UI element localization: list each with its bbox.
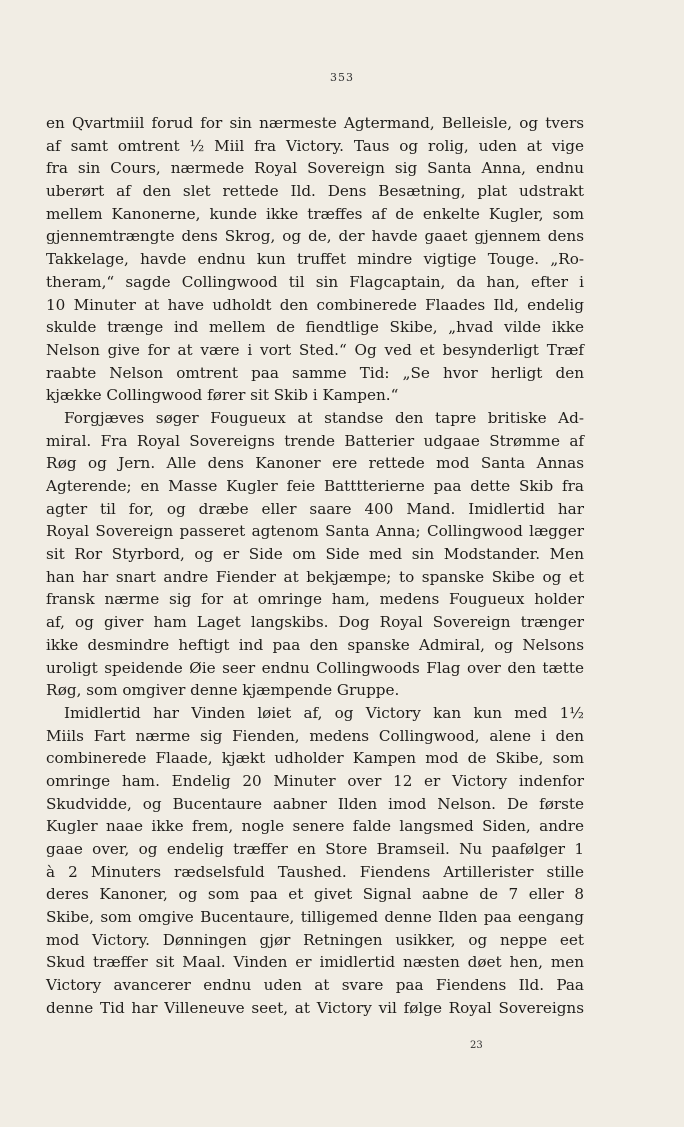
text-line: Victory avancerer endnu uden at svare paa Fiendens Ild. Paa <box>46 976 584 995</box>
text-line: 10 Minuter at have udholdt den combinerede Flaades Ild, endelig <box>46 295 584 314</box>
text-line: han har snart andre Fiender at bekjæmpe; to spanske Skibe og et <box>46 567 584 586</box>
text-line: combinerede Flaade, kjækt udholder Kampen mod de Skibe, som <box>46 749 584 768</box>
text-line: omringe ham. Endelig 20 Minuter over 12 er Victory indenfor <box>46 771 584 790</box>
paragraph <box>46 112 584 407</box>
text-line: deres Kanoner, og som paa et givet Signal aabne de 7 eller 8 <box>46 885 584 904</box>
text-line: gaae over, og endelig træffer en Store Bramseil. Nu paafølger 1 <box>46 840 584 858</box>
text-line: Kugler naae ikke frem, nogle senere falde langsmed Siden, andre <box>46 817 584 836</box>
text-line: fra sin Cours, nærmede Royal Sovereign sig Santa Anna, endnu <box>46 159 584 178</box>
signature-mark: 23 <box>470 1040 483 1051</box>
text-line: ikke desmindre heftigt ind paa den spanske Admiral, og Nelsons <box>46 635 584 654</box>
page-number: 353 <box>330 71 354 84</box>
text-line: mellem Kanonerne, kunde ikke træffes af de enkelte Kugler, som <box>46 204 584 223</box>
text-line: Nelson give for at være i vort Sted.“ Og ved et besynderligt Træf <box>46 340 584 359</box>
text-line: à 2 Minuters rædselsfuld Taushed. Fiendens Artillerister stille <box>46 862 584 881</box>
text-line: Skud træffer sit Maal. Vinden er imidlertid næsten døet hen, men <box>46 953 584 972</box>
text-line: Røg, som omgiver denne kjæmpende Gruppe. <box>46 681 400 700</box>
text-line: fransk nærme sig for at omringe ham, medens Fougueux holder <box>46 590 584 609</box>
text-line: gjennemtrængte dens Skrog, og de, der havde gaaet gjennem dens <box>46 227 584 246</box>
text-line: theram,“ sagde Collingwood til sin Flagcaptain, da han, efter i <box>46 272 584 291</box>
text-line: skulde trænge ind mellem de fiendtlige Skibe, „hvad vilde ikke <box>46 318 584 337</box>
body-text <box>46 112 584 1020</box>
text-line: Skibe, som omgive Bucentaure, tilligemed denne Ilden paa eengang <box>46 908 584 927</box>
text-line: denne Tid har Villeneuve seet, at Victory vil følge Royal Sovereigns <box>46 998 584 1017</box>
text-line: Røg og Jern. Alle dens Kanoner ere rettede mod Santa Annas <box>46 454 584 473</box>
text-line: af, og giver ham Laget langskibs. Dog Royal Sovereign trænger <box>46 613 584 632</box>
text-line: miral. Fra Royal Sovereigns trende Batterier udgaae Strømme af <box>46 431 584 450</box>
text-line: Imidlertid har Vinden løiet af, og Victory kan kun med 1½ <box>64 703 584 722</box>
paragraph <box>46 407 584 702</box>
text-line: af samt omtrent ½ Miil fra Victory. Taus og rolig, uden at vige <box>46 136 584 155</box>
text-line: raabte Nelson omtrent paa samme Tid: „Se hvor herligt den <box>46 363 584 382</box>
text-line: Skudvidde, og Bucentaure aabner Ilden imod Nelson. De første <box>46 794 584 813</box>
text-line: Forgjæves søger Fougueux at standse den tapre britiske Ad- <box>64 408 584 427</box>
text-line: sit Ror Styrbord, og er Side om Side med sin Modstander. Men <box>46 545 584 564</box>
text-line: agter til for, og dræbe eller saare 400 Mand. Imidlertid har <box>46 499 584 518</box>
text-line: kjække Collingwood fører sit Skib i Kampen.“ <box>46 386 399 405</box>
text-line: Takkelage, havde endnu kun truffet mindre vigtige Touge. „Ro- <box>46 250 584 269</box>
text-line: Royal Sovereign passeret agtenom Santa Anna; Collingwood lægger <box>46 522 584 541</box>
paragraph <box>46 702 584 1020</box>
text-line: Miils Fart nærme sig Fienden, medens Collingwood, alene i den <box>46 726 584 745</box>
text-line: Agterende; en Masse Kugler feie Batttterierne paa dette Skib fra <box>46 477 584 495</box>
text-line: mod Victory. Dønningen gjør Retningen usikker, og neppe eet <box>46 930 584 949</box>
text-line: uberørt af den slet rettede Ild. Dens Besætning, plat udstrakt <box>46 182 584 201</box>
text-line: uroligt speidende Øie seer endnu Collingwoods Flag over den tætte <box>46 658 584 677</box>
text-line: en Qvartmiil forud for sin nærmeste Agtermand, Belleisle, og tvers <box>46 114 584 132</box>
